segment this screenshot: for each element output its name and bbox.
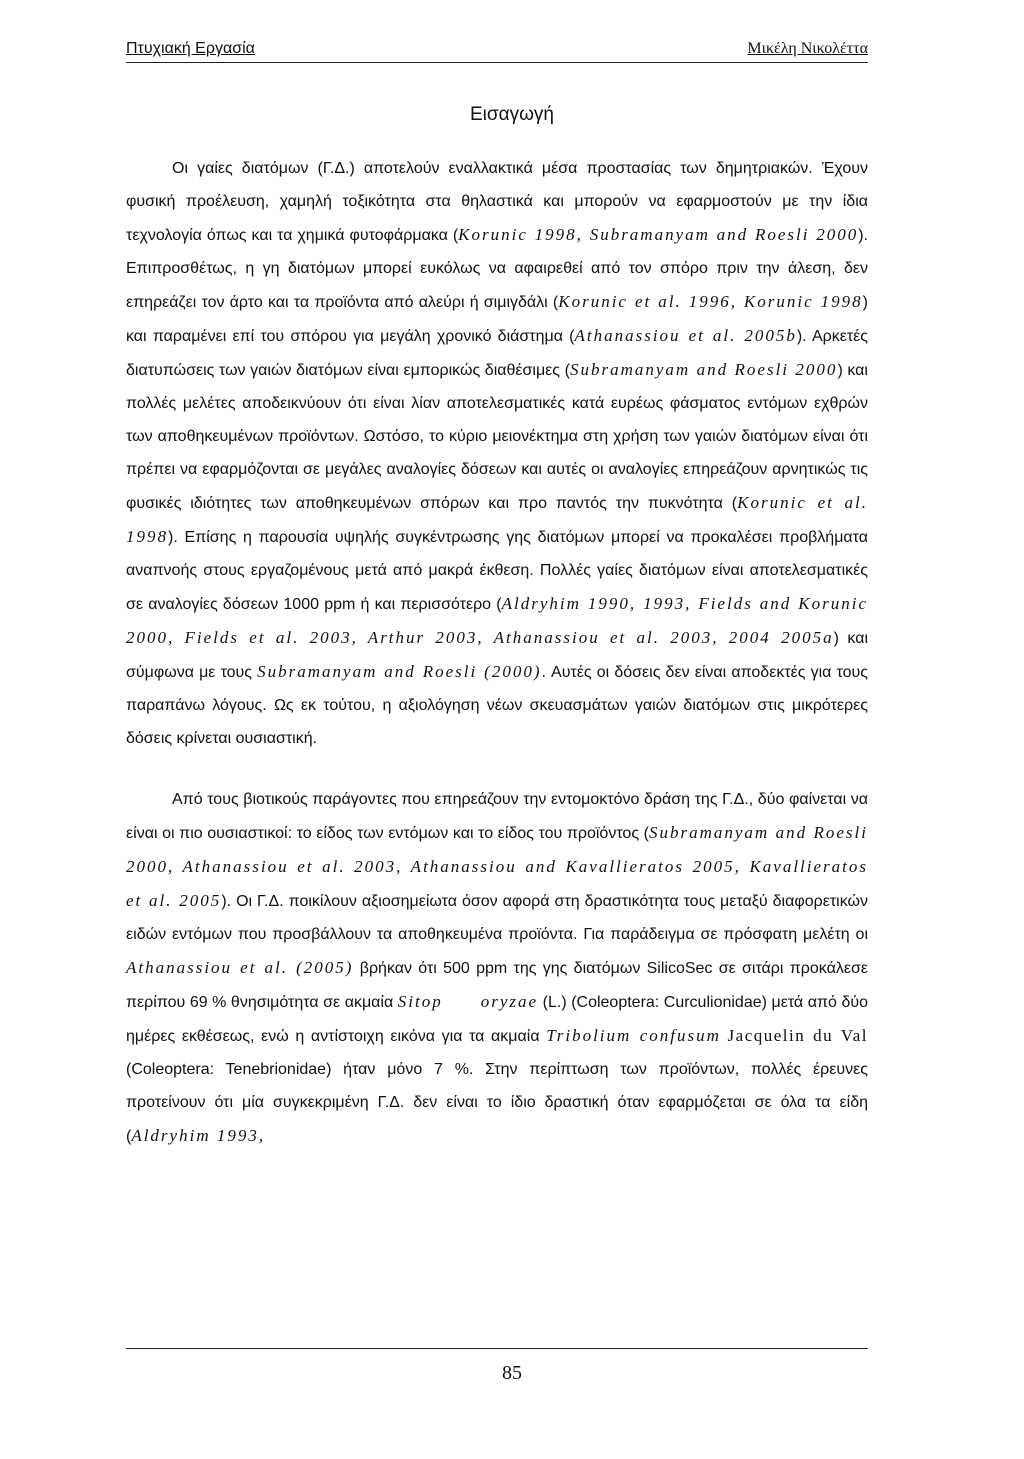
header-rule [126, 62, 868, 63]
p1-text-2: ). Επιπροσθέτως, η γη διατόμων μπορεί ευκόλως να αφαιρεθεί από τον σπόρο πριν την άλεση, δεν επηρεάζει τον άρτο και τα προϊόντα από αλεύρι ή σιμιγδάλι ( [126, 227, 868, 311]
p1-citation-6: Aldryhim 1990, 1993, Fields and Korunic 2000, Fields et al. 2003, Arthur 2003, Athanassiou et al. 2003, 2004 2005a [126, 594, 869, 647]
section-title: Εισαγωγή [469, 104, 554, 125]
p1-text-6: ). Επίσης η παρουσία υψηλής συγκέντρωσης γης διατόμων μπορεί να προκαλέσει προβλήματα αναπνοής στους εργαζομένους μετά από μακρά έκθεση. Πολλές γαίες διατόμων είναι αποτελεσματικές σε αναλογίες δόσεων 1000 ppm ή και περισσότερο ( [126, 529, 868, 613]
page-number: 85 [502, 1362, 522, 1384]
p1-text-3: ) και παραμένει επί του σπόρου για μεγάλη χρονικό διάστημα ( [126, 294, 868, 345]
p1-text-1: Οι γαίες διατόμων (Γ.Δ.) αποτελούν εναλλακτικά μέσα προστασίας των δημητριακών. Έχουν φυσική προέλευση, χαμηλή τοξικότητα στα θηλαστικά και μπορούν να εφαρμοστούν με την ίδια τεχνολογία όπως και τα χημικά φυτοφάρμακα ( [126, 160, 868, 244]
paragraph-2 [126, 783, 868, 1153]
footer-rule [126, 1348, 868, 1349]
p2-citation-2: Athanassiou et al. (2005) [126, 958, 354, 977]
p2-citation-3: Aldryhim 1993, [131, 1126, 266, 1145]
p1-text-8: . Αυτές οι δόσεις δεν είναι αποδεκτές για τους παραπάνω λόγους. Ως εκ τούτου, η αξιολόγηση νέων σκευασμάτων γαιών διατόμων στις μικρότερες δόσεις κρίνεται ουσιαστική. [126, 664, 869, 747]
p1-text-5: ) και πολλές μελέτες αποδεικνύουν ότι είναι λίαν αποτελεσματικές κατά ευρέως φάσματος εντόμων εχθρών των αποθηκευμένων προϊόντων. Ωστόσο, το κύριο μειονέκτημα στη χρήση των γαιών διατόμων είναι ότι πρέπει να εφαρμόζονται σε μεγάλες αναλογίες δόσεων και αυτές οι αναλογίες επηρεάζουν αρνητικώς τις φυσικές ιδιότητες των αποθηκευμένων σπόρων και προ παντός την πυκνότητα ( [126, 362, 868, 512]
p2-text-5: (Coleoptera: Tenebrionidae) ήταν μόνο 7 %. Στην περίπτωση των προϊόντων, πολλές έρευνες προτείνουν ότι μία συγκεκριμένη Γ.Δ. δεν είναι το ίδιο δραστική όταν εφαρμόζεται σε όλα τα είδη ( [126, 1061, 868, 1145]
p1-citation-2: Korunic et al. 1996, Korunic 1998 [558, 292, 863, 311]
p2-text-1: Από τους βιοτικούς παράγοντες που επηρεάζουν την εντομοκτόνο δράση της Γ.Δ., δύο φαίνεται να είναι οι πιο ουσιαστικοί: το είδος των εντόμων και το είδος του προϊόντος ( [126, 791, 868, 842]
header-right-text: Μικέλη Νικολέττα [747, 40, 868, 57]
p2-text-3: βρήκαν ότι 500 ppm της γης διατόμων SilicoSec σε σιτάρι προκάλεσε περίπου 69 % θνησιμότητα σε ακμαία [126, 960, 868, 1011]
p2-text-4: (L.) (Coleoptera: Curculionidae) μετά από δύο ημέρες εκθέσεως, ενώ η αντίστοιχη εικόνα για τα ακμαία [126, 994, 868, 1045]
page-header [126, 40, 868, 64]
p1-citation-4: Subramanyam and Roesli 2000 [569, 360, 838, 379]
p2-citation-1: Subramanyam and Roesli 2000, Athanassiou et al. 2003, Athanassiou and Kavallieratos 2005, Kavallieratos et al. 2005 [126, 823, 868, 910]
p2-authority: Jacquelin du Val [727, 1026, 868, 1045]
p2-species-2: Tribolium confusum [546, 1026, 721, 1045]
p2-species-1: Sitop oryzae [397, 992, 539, 1011]
header-left-text: Πτυχιακή Εργασία [126, 40, 255, 57]
p1-citation-5: Korunic et al. 1998 [126, 493, 869, 546]
paragraph-1 [126, 152, 868, 755]
p1-citation-1: Korunic 1998, Subramanyam and Roesli 2000 [458, 225, 859, 244]
body-text [126, 152, 868, 1153]
p1-text-7: ) και σύμφωνα με τους [126, 630, 869, 681]
p1-text-4: ). Αρκετές διατυπώσεις των γαιών διατόμων είναι εμπορικώς διαθέσιμες ( [126, 328, 869, 379]
p1-citation-3: Athanassiou et al. 2005b [574, 326, 797, 345]
p2-text-2: ). Οι Γ.Δ. ποικίλουν αξιοσημείωτα όσον αφορά στη δραστικότητα τους μεταξύ διαφορετικών ειδών εντόμων που προσβάλλουν τα αποθηκευμένα προϊόντα. Για παράδειγμα σε πρόσφατη μελέτη οι [126, 893, 868, 943]
p1-citation-7: Subramanyam and Roesli (2000) [257, 662, 542, 681]
